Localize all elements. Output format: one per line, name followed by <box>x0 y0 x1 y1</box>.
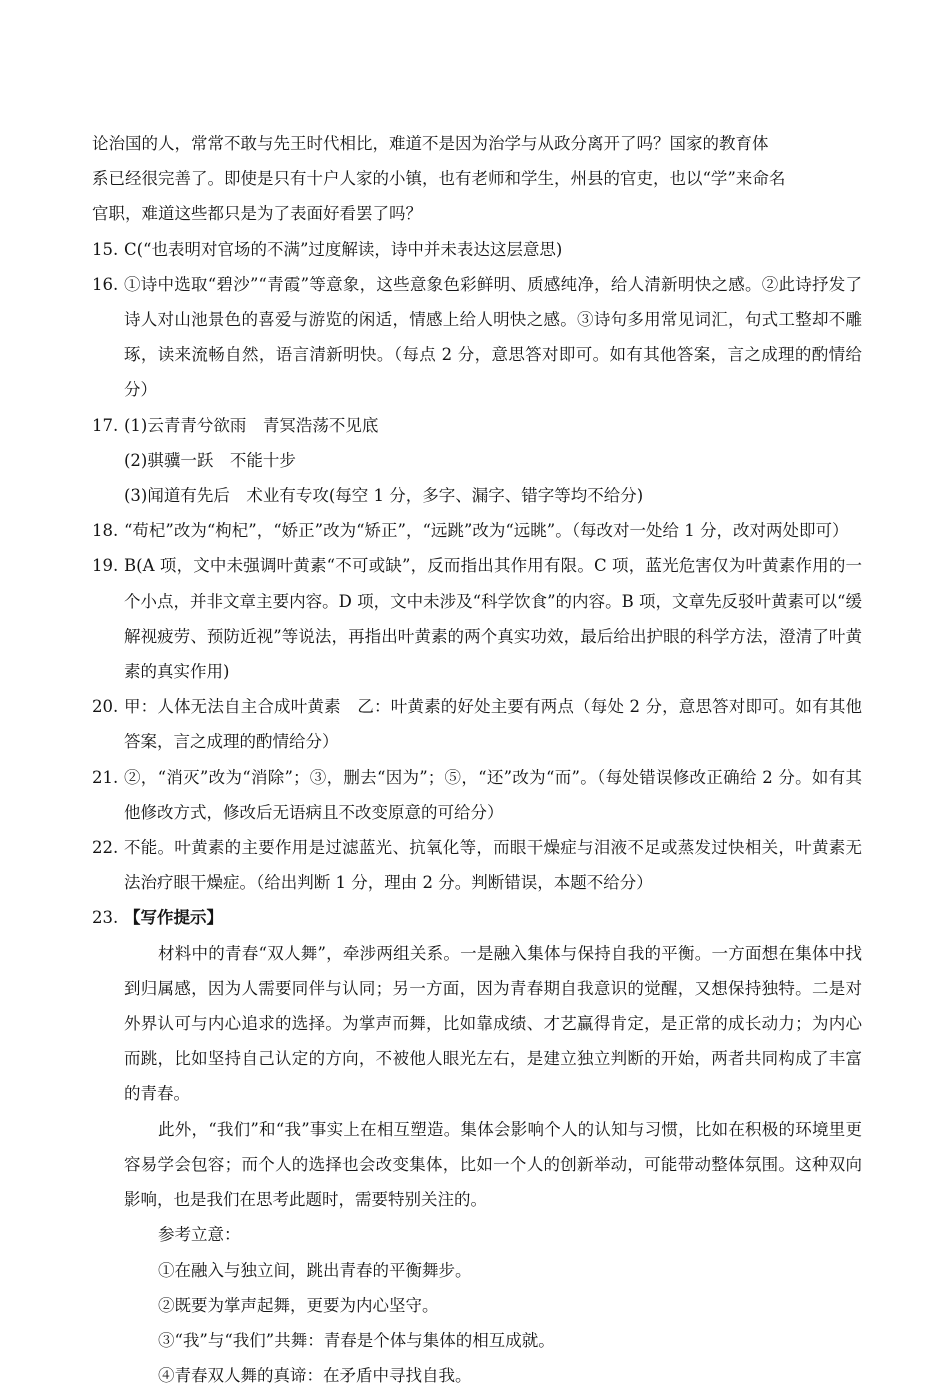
question-number: 20. <box>92 697 119 717</box>
answer-15 <box>92 232 862 267</box>
tips-paragraph: 此外，“我们”和“我”事实上在相互塑造。集体会影响个人的认知与习惯，比如在积极的环境里更容易学会包容；而个人的选择也会改变集体，比如一个人的创新举动，可能带动整体氛围。这种双向影响，也是我们在思考此题时，需要特别关注的。 <box>124 1119 862 1210</box>
answer-subline: (2)骐骥一跃 不能十步 <box>124 450 296 470</box>
answer-text: “苟杞”改为“枸杞”，“娇正”改为“矫正”，“远跳”改为“远眺”。（每改对一处给 1 分，改对两处即可） <box>124 521 849 541</box>
question-number: 23. <box>92 908 119 928</box>
question-number: 22. <box>92 838 119 858</box>
question-number: 18. <box>92 521 119 541</box>
intro-line: 官职，难道这些都只是为了表面好看罢了吗？ <box>92 204 422 224</box>
writing-tips-heading: 【写作提示】 <box>124 908 223 928</box>
question-number: 21. <box>92 767 119 787</box>
intro-continuation <box>92 126 862 232</box>
answer-text: B(A 项，文中未强调叶黄素“不可或缺”，反而指出其作用有限。C 项，蓝光危害仅为叶黄素作用的一个小点，并非文章主要内容。D 项，文中未涉及“科学饮食”的内容。B 项，文章先反驳叶黄素可以“缓解视疲劳、预防近视”等说法，再指出叶黄素的两个真实功效，最后给出护眼的科学方法，澄清了叶黄素的真实作用) <box>124 556 862 682</box>
reference-label: 参考立意： <box>158 1225 241 1245</box>
tips-paragraph: 材料中的青春“双人舞”，牵涉两组关系。一是融入集体与保持自我的平衡。一方面想在集体中找到归属感，因为人需要同伴与认同；另一方面，因为青春期自我意识的觉醒，又想保持独特。二是对外界认可与内心追求的选择。为掌声而舞，比如靠成绩、才艺赢得肯定，是正常的成长动力；为内心而跳，比如坚持自己认定的方向，不被他人眼光左右，是建立独立判断的开始，两者共同构成了丰富的青春。 <box>124 943 862 1104</box>
answer-16 <box>92 267 862 408</box>
answer-17 <box>92 408 862 514</box>
reference-item: ④青春双人舞的真谛：在矛盾中寻找自我。 <box>158 1366 472 1386</box>
answer-text: ②，“消灭”改为“消除”；③，删去“因为”；⑤，“还”改为“而”。（每处错误修改正确给 2 分。如有其他修改方式，修改后无语病且不改变原意的可给分） <box>124 767 862 822</box>
question-number: 17. <box>92 415 119 435</box>
answer-18 <box>92 513 862 548</box>
question-number: 19. <box>92 556 119 576</box>
reference-item: ①在融入与独立间，跳出青春的平衡舞步。 <box>158 1260 472 1280</box>
answer-19 <box>92 548 862 689</box>
intro-line: 论治国的人，常常不敢与先王时代相比，难道不是因为治学与从政分离开了吗？国家的教育体 <box>92 134 769 153</box>
reference-item: ②既要为掌声起舞，更要为内心坚守。 <box>158 1295 439 1315</box>
answer-22 <box>92 830 862 900</box>
answer-text: C(“也表明对官场的不满”过度解读，诗中并未表达这层意思) <box>124 239 563 259</box>
answer-text: 不能。叶黄素的主要作用是过滤蓝光、抗氧化等，而眼干燥症与泪液不足或蒸发过快相关，叶黄素无法治疗眼干燥症。（给出判断 1 分，理由 2 分。判断错误，本题不给分） <box>124 838 862 893</box>
writing-tips-body <box>92 936 862 1393</box>
reference-item: ③“我”与“我们”共舞：青春是个体与集体的相互成就。 <box>158 1330 555 1350</box>
answer-text: ①诗中选取“碧沙”“青霞”等意象，这些意象色彩鲜明、质感纯净，给人清新明快之感。②此诗抒发了诗人对山池景色的喜爱与游览的闲适，情感上给人明快之感。③诗句多用常见词汇，句式工整却不雕琢，读来流畅自然，语言清新明快。（每点 2 分，意思答对即可。如有其他答案，言之成理的酌情给分） <box>124 274 862 400</box>
answer-text: (1)云青青兮欲雨 青冥浩荡不见底 <box>124 415 379 435</box>
answer-23 <box>92 900 862 935</box>
answer-text: 甲：人体无法自主合成叶黄素 乙：叶黄素的好处主要有两点（每处 2 分，意思答对即可。如有其他答案，言之成理的酌情给分） <box>124 697 862 752</box>
answer-subline: (3)闻道有先后 术业有专攻(每空 1 分，多字、漏字、错字等均不给分) <box>124 486 644 506</box>
question-number: 16. <box>92 274 119 294</box>
answer-21 <box>92 760 862 830</box>
question-number: 15. <box>92 239 119 259</box>
answer-20 <box>92 689 862 759</box>
intro-line: 系已经很完善了。即使是只有十户人家的小镇，也有老师和学生，州县的官吏，也以“学”来命名 <box>92 169 786 189</box>
